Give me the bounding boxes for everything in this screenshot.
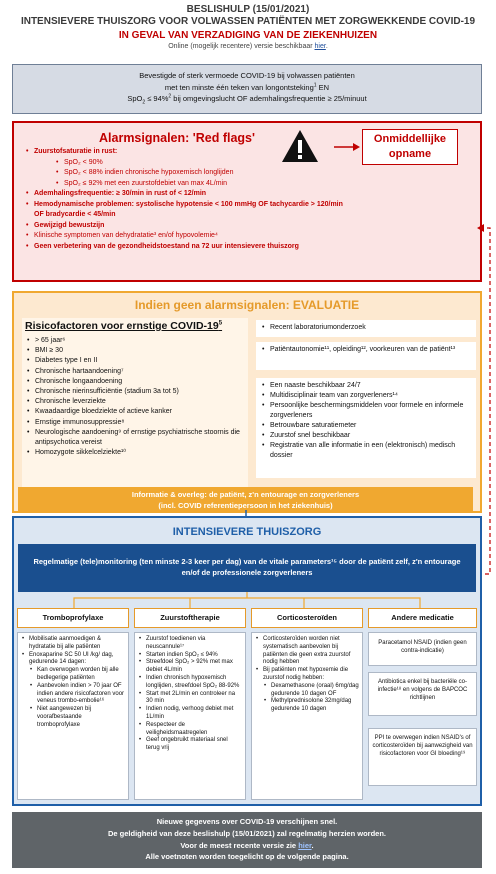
red-flags-list	[24, 147, 344, 252]
list-item: • Respecteer de veiligheidsmaatregelen	[138, 722, 242, 738]
list-item: • Chronische nierinsufficiëntie (stadium 3a tot 5)	[25, 387, 247, 397]
list-item: • Indien chronisch hypoxemisch longlijden, streefdoel SpO₂ 88-92%	[138, 675, 242, 691]
list-item: • SpO₂ < 90%	[24, 158, 344, 169]
red-flags-box	[12, 121, 482, 282]
list-item: • Zuurstof toedienen via neuscannule¹⁷	[138, 636, 242, 652]
list-item: • Enoxaparine SC 50 UI /kg/ dag, gedurende 14 dagen:	[21, 652, 125, 668]
list-item: • Zuurstofsaturatie in rust:	[24, 147, 344, 158]
immediate-admission-box: Onmiddellijke opname	[362, 129, 458, 165]
list-item: • Start met 2L/min en controleer na 30 min	[138, 691, 242, 707]
col-header-oxygen: Zuurstoftherapie	[134, 608, 246, 628]
list-item: • Geef ongebruikt materiaal snel terug vrij	[138, 737, 242, 753]
inclusion-line-2: met ten minste één teken van longontsteking$^1$ EN	[164, 82, 330, 92]
med-box-paracetamol: Paracetamol NSAID (indien geen contra-indicatie)	[368, 632, 477, 666]
list-item: • Registratie van alle informatie in een (elektronisch) medisch dossier	[260, 441, 472, 461]
med-box-antibiotics: Antibiotica enkel bij bacteriële co-infectie¹⁸ en volgens de BAPCOC richtlijnen	[368, 672, 477, 716]
document-header	[0, 4, 496, 50]
document-title: BESLISHULP (15/01/2021)	[186, 4, 310, 15]
care-conditions-box	[256, 378, 476, 478]
list-item: • Corticosteroïden worden niet systematisch aanbevolen bij patiënten die geen extra zuurstof nodig hebben	[255, 636, 359, 667]
list-item: • Niet aangewezen bij voorafbestaande tromboprofylaxe	[21, 706, 125, 729]
list-item: • Gewijzigd bewustzijn	[24, 221, 344, 232]
list-item: • SpO₂ ≤ 92% met een zuurstofdebiet van max 4L/min	[24, 179, 344, 190]
info-line-1: Informatie & overleg: de patiënt, z'n entourage en zorgverleners	[131, 490, 360, 499]
intensive-home-care-box	[12, 516, 482, 806]
list-item: • Persoonlijke beschermingsmiddelen voor formele en informele zorgverleners	[260, 401, 472, 421]
col-corticosteroids	[251, 632, 363, 800]
col-header-thromboprophylaxis: Tromboprofylaxe	[17, 608, 129, 628]
list-item: • Neurologische aandoening⁹ of ernstige psychiatrische stoornis die antipsychotica vereist	[25, 428, 247, 448]
med-box-ppi: PPI te overwegen indien NSAID's of corticosteroïden bij aanwezigheid van risicofactoren voor GI bloeding¹⁹	[368, 728, 477, 786]
online-version-link[interactable]: hier	[314, 43, 326, 50]
home-care-title: INTENSIEVERE THUISZORG	[172, 526, 322, 538]
footer-link[interactable]: hier	[298, 840, 312, 850]
list-item: • Geen verbetering van de gezondheidstoestand na 72 uur intensievere thuiszorg	[24, 242, 344, 253]
list-item: • Een naaste beschikbaar 24/7	[260, 381, 472, 391]
list-item: • Chronische longaandoening	[25, 377, 247, 387]
footer-box	[12, 812, 482, 868]
red-flags-title: Alarmsignalen: 'Red flags'	[99, 131, 255, 145]
online-version-note: Online (mogelijk recentere) versie beschikbaar hier.	[168, 43, 328, 50]
risk-factors-box	[22, 318, 248, 506]
col-thromboprophylaxis	[17, 632, 129, 800]
document-condition: IN GEVAL VAN VERZADIGING VAN DE ZIEKENHUIZEN	[118, 30, 378, 41]
list-item: • Recent laboratoriumonderzoek	[260, 323, 472, 333]
list-item: • Indien nodig, verhoog debiet met 1L/min	[138, 706, 242, 722]
lab-exam-box	[256, 320, 476, 337]
list-item: • Hemodynamische problemen: systolische hypotensie < 100 mmHg OF tachycardie > 120/min OF bradycardie < 45/min	[24, 200, 344, 221]
footer-line-4: Alle voetnoten worden toegelicht op de volgende pagina.	[145, 852, 349, 862]
list-item: • Methylprednisolone 32mg/dag gedurende 10 dagen	[255, 698, 359, 714]
footer-line-2: De geldigheid van deze beslishulp (15/01/2021) zal regelmatig herzien worden.	[107, 828, 386, 838]
inclusion-line-1: Bevestigde of sterk vermoede COVID-19 bij volwassen patiënten	[139, 71, 355, 80]
list-item: • Mobilisatie aanmoedigen & hydratatie bij alle patiënten	[21, 636, 125, 652]
list-item: • Bij patiënten met hypoxemie die zuurstof nodig hebben:	[255, 667, 359, 683]
patient-autonomy-box	[256, 342, 476, 370]
col-header-corticosteroids: Corticosteroïden	[251, 608, 363, 628]
inclusion-criteria-box	[12, 64, 482, 114]
evaluation-title: Indien geen alarmsignalen: EVALUATIE	[134, 298, 360, 312]
list-item: • Zuurstof snel beschikbaar	[260, 431, 472, 441]
col-oxygen	[134, 632, 246, 800]
list-item: • Ademhalingsfrequentie: ≥ 30/min in rust of < 12/min	[24, 189, 344, 200]
list-item: • Multidisciplinair team van zorgverleners¹⁴	[260, 391, 472, 401]
list-item: • Streefdoel SpO₂ > 92% met max debiet 4L/min	[138, 659, 242, 675]
inclusion-line-3: SpO$_2$ ≤ 94%$^2$ bij omgevingslucht OF ademhalingsfrequentie ≥ 25/minuut	[127, 93, 367, 106]
list-item: • Ernstige immunosuppressie⁸	[25, 418, 247, 428]
list-item: • Kwaadaardige bloedziekte of actieve kanker	[25, 407, 247, 417]
list-item: • Diabetes type I en II	[25, 356, 247, 366]
list-item: • BMI ≥ 30	[25, 346, 247, 356]
online-version-text: Online (mogelijk recentere) versie beschikbaar	[168, 43, 313, 50]
list-item: • Aanbevolen indien > 70 jaar OF indien andere risicofactoren voor veneus trombo-embolie¹⁶	[21, 683, 125, 706]
risk-factors-title: Risicofactoren voor ernstige COVID-$19^5$	[25, 320, 223, 332]
branch-lines	[14, 592, 480, 608]
list-item: • Starten indien SpO₂ ≤ 94%	[138, 652, 242, 660]
risk-factors-list	[25, 336, 247, 458]
monitoring-box: Regelmatige (tele)monitoring (ten minste 2-3 keer per dag) van de vitale parameters¹⁵ door de patiënt zelf, z'n entourage en/of de professionele zorgverleners	[18, 544, 476, 592]
footer-line-3: Voor de meest recente versie zie hier.	[180, 840, 314, 850]
evaluation-box	[12, 291, 482, 513]
list-item: • Homozygote sikkelcelziekte¹⁰	[25, 448, 247, 458]
list-item: • > 65 jaar⁶	[25, 336, 247, 346]
list-item: • Chronische leverziekte	[25, 397, 247, 407]
footer-line-1: Nieuwe gegevens over COVID-19 verschijnen snel.	[156, 817, 338, 826]
list-item: • Kan overwogen worden bij alle bedlegerige patiënten	[21, 667, 125, 683]
list-item: • Dexamethasone (oraal) 6mg/dag gedurende 10 dagen OF	[255, 683, 359, 699]
col-header-other-medication: Andere medicatie	[368, 608, 477, 628]
list-item: • Klinische symptomen van dehydratatie³ en/of hypovolemie⁴	[24, 231, 344, 242]
list-item: • SpO₂ < 88% indien chronische hypoxemisch longlijden	[24, 168, 344, 179]
list-item: • Chronische hartaandoening⁷	[25, 367, 247, 377]
list-item: • Betrouwbare saturatiemeter	[260, 421, 472, 431]
list-item: • Patiëntautonomie¹¹, opleiding¹², voorkeuren van de patiënt¹³	[260, 345, 472, 355]
info-line-2: (incl. COVID referentiepersoon in het ziekenhuis)	[158, 501, 333, 510]
document-subtitle: INTENSIEVERE THUISZORG VOOR VOLWASSEN PATIËNTEN MET ZORGWEKKENDE COVID-19	[20, 16, 476, 27]
